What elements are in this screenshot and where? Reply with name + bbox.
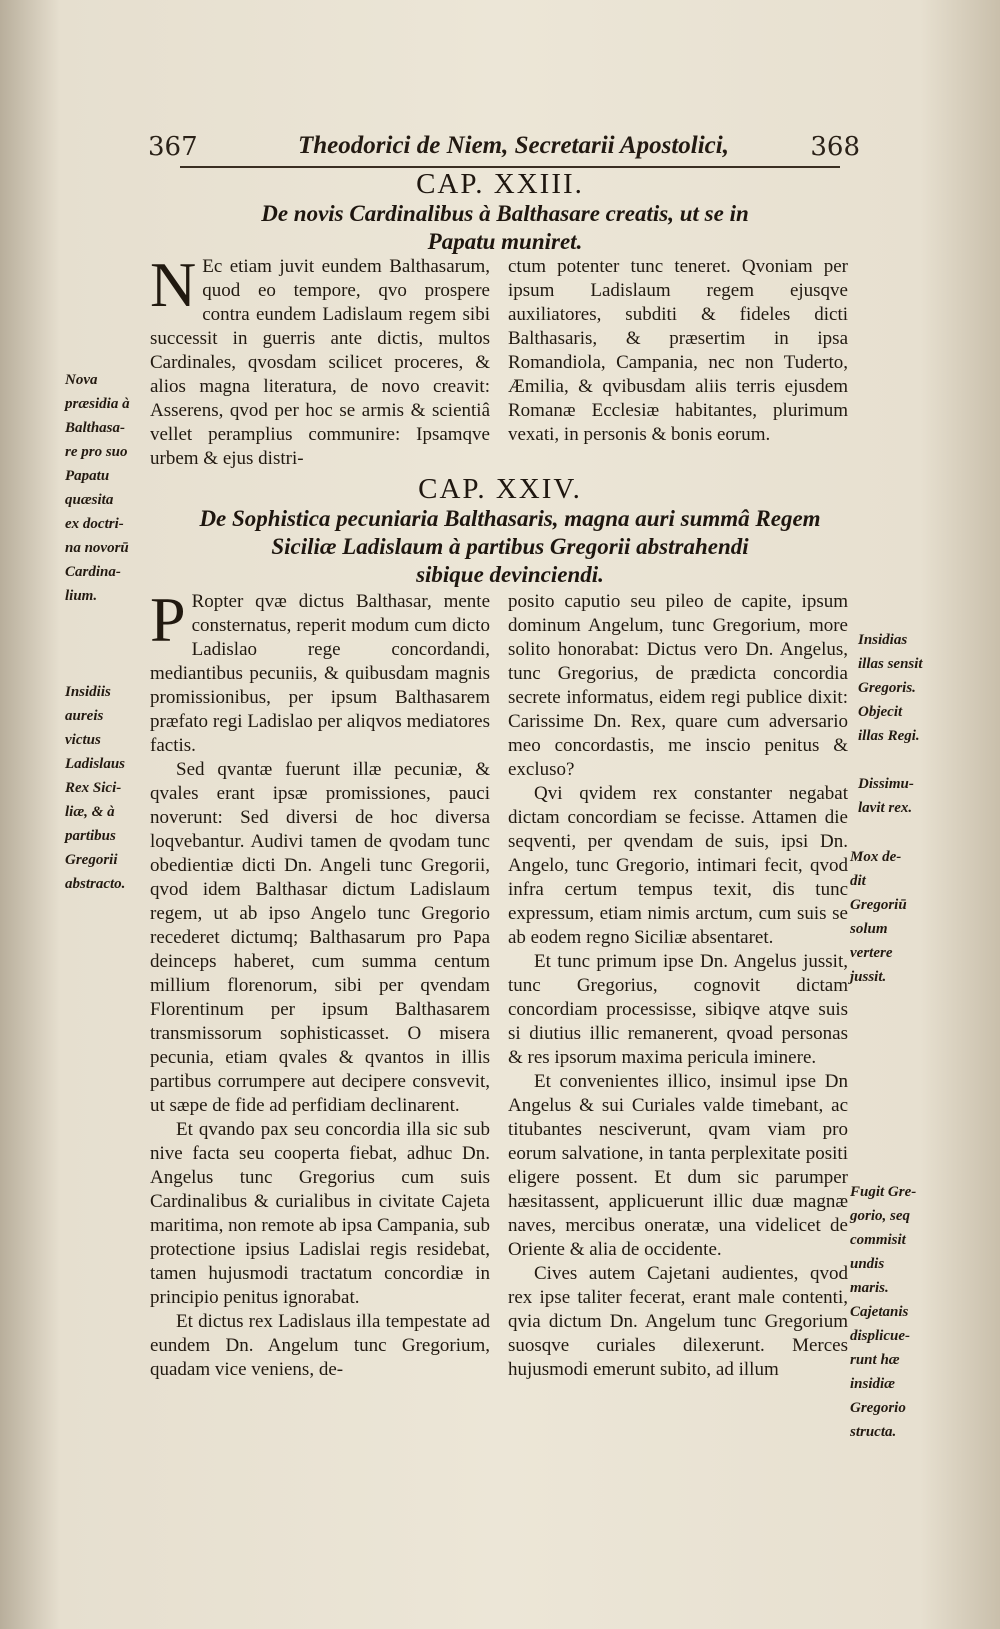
running-title: Theodorici de Niem, Secretarii Apostolici, [298, 132, 729, 159]
chapter-24-left-paragraph-2: Sed qvantæ fuerunt illæ pecuniæ, & qvales erant ipsæ promissiones, pauci noverunt: Sed diversi de hoc diversa loqvebantur. Audivi tamen de qvodam tunc obedientiæ dicti Dn. Angeli tunc Gregorii, qvod idem Balthasar dictum Ladislaum regem, ut ab ipso Angelo tunc Gregorio recederet dictumq; Balthasarum pro Papa deinceps haberet, cum summa centum millium florenorum, sibi per qvendam Florentinum per ipsum Balthasarem transmissorum sophisticasset. O misera pecunia, etiam qvales & qvantos in illis partibus corrumpere aut decipere consvevit, ut sæpe de fide ad perfidiam declinarent. [150, 759, 490, 1116]
chapter-24-left-paragraph-1: P Ropter qvæ dictus Balthasar, mente consternatus, reperit modum cum dicto Ladislao rege concordandi, mediantibus pecuniis, & quibusdam magnis promissionibus, per ipsum Balthasarem præfato regi Ladislao per aliqvos mediatores factis. [150, 584, 490, 756]
margin-note-nova-praesidia: Nova præsidia à Balthasa- re pro suo Papatu quæsita ex doctri- na novorū Cardina- lium. [65, 372, 130, 604]
chapter-24-right-paragraph-4: Et convenientes illico, insimul ipse Dn Angelus & sui Curiales valde timebant, ac titubantes nesciverunt, qvam viam pro eorum salvatione, in tanta perplexitate positi eligere possent. Et dum sic parumper hæsitassent, applicuerunt illic duæ magnæ naves, mercibus oneratæ, una videlicet de Oriente & alia de occidente. [508, 1071, 848, 1260]
margin-note-dissimulavit: Dissimu- lavit rex. [858, 776, 914, 816]
chapter-23-title-line1: De novis Cardinalibus à Balthasare creatis, ut se in [261, 201, 749, 226]
margin-note-insidiis-aureis: Insidiis aureis victus Ladislaus Rex Sici- liæ, & à partibus Gregorii abstracto. [65, 684, 126, 892]
chapter-23-title [180, 200, 830, 256]
margin-note-cajetanis-displicuerunt: Cajetanis displicue- runt hæ insidiæ Gregorio structa. [850, 1304, 910, 1440]
chapter-24-right-paragraph-5: Cives autem Cajetani audientes, qvod rex ipse taliter fecerat, erant male contenti, qvia dictum Dn. Angelum tunc Gregorium suosqve curiales dilexerunt. Merces hujusmodi emerunt subito, ad illum [508, 1263, 848, 1380]
chapter-24-heading [0, 473, 1000, 506]
chapter-24-right-paragraph-1: posito caputio seu pileo de capite, ipsum dominum Angelum, tunc Gregorium, more solito honorabat: Dictus vero Dn. Angelus, tunc Gregorius, de prædicta concordia secrete informatus, eidem regi publice dixit: Carissime Dn. Rex, quare cum adversario meo concordastis, me inscio penitus & excluso? [508, 591, 848, 780]
running-header [148, 132, 860, 166]
margin-note-fugit-gregorius: Fugit Gre- gorio, seq commisit undis maris. [850, 1184, 917, 1296]
chapter-24-right-paragraph-3: Et tunc primum ipse Dn. Angelus jussit, tunc Gregorius, cognovit dictam concordiam processisse, sibiqve atqve suis si diutius illic remanerent, qvoad personas & res ipsorum maxima pericula iminere. [508, 951, 848, 1068]
page-number-right: 368 [810, 132, 860, 162]
chapter-24-left-paragraph-4: Et dictus rex Ladislaus illa tempestate ad eundem Dn. Angelum tunc Gregorium, quadam vice veniens, de- [150, 1311, 490, 1380]
chapter-24-left-paragraph-3: Et qvando pax seu concordia illa sic sub nive facta seu cooperta fiebat, adhuc Dn. Angelus tunc Gregorius cum suis Cardinalibus & curialibus in civitate Cajeta maritima, non remote ab ipsa Campania, sub protectione ipsius Ladislai regis residebat, tamen hujusmodi tractatum concordiæ in principio penitus ignorabat. [150, 1119, 490, 1308]
chapter-24-left-column [150, 584, 490, 1382]
chapter-23-heading [0, 168, 1000, 201]
dropcap-p: P [150, 584, 186, 655]
margin-note-mox-dedit: Mox de- dit Gregoriū solum vertere jussit. [850, 849, 907, 985]
chapter-23-right-text: ctum potenter tunc teneret. Qvoniam per ipsum Ladislaum regem ejusqve auxiliatores, subditi & fideles dicti Balthasaris, & præsertim in ipsa Romandiola, Campania, nec non Tuderto, Æmilia, & qvibusdam aliis terris ejusdem Romanæ Ecclesiæ habitantes, plurimum vexati, in personis & bonis eorum. [508, 256, 848, 445]
chapter-24-title [160, 505, 860, 589]
margin-note-insidias-sensit: Insidias illas sensit Gregoris. Objecit illas Regi. [858, 632, 923, 744]
dropcap-n: N [150, 249, 197, 320]
chapter-24-title-line1: De Sophistica pecuniaria Balthasaris, magna auri summâ Regem [199, 506, 821, 531]
chapter-23-left-text: Ec etiam juvit eundem Balthasarum, quod eo tempore, qvo prospere contra eundem Ladislaum regem sibi successit in guerris ante dictis, multos Cardinales, qvosdam scilicet proceres, & alios magna literatura, de novo creavit: Asserens, qvod per hoc se armis & scientiâ vellet peramplius communire: Ipsamqve urbem & ejus distri- [150, 256, 490, 469]
chapter-23-number: CAP. XXIII. [416, 168, 584, 200]
chapter-23-left-column [150, 249, 490, 471]
chapter-23-left-paragraph [150, 249, 490, 471]
chapter-24-right-column [508, 590, 848, 1382]
page-number-left: 367 [148, 132, 198, 162]
chapter-24-right-paragraph-2: Qvi qvidem rex constanter negabat dictam concordiam se fecisse. Attamen die seqventi, per qvendam de suis, ipsi Dn. Angelo, tunc Gregorio, intimari fecit, qvod infra certum tempus texit, dis tunc expressum, etiam nimis arctum, cum suis se ab eodem regno Siciliæ absentaret. [508, 783, 848, 948]
chapter-24-title-line2: Siciliæ Ladislaum à partibus Gregorii abstrahendi [271, 534, 749, 559]
chapter-23-title-line2: Papatu muniret. [427, 229, 583, 254]
chapter-23-right-column [508, 255, 848, 447]
chapter-24-title-line3: sibique devinciendi. [416, 562, 604, 587]
chapter-24-number: CAP. XXIV. [418, 473, 582, 505]
